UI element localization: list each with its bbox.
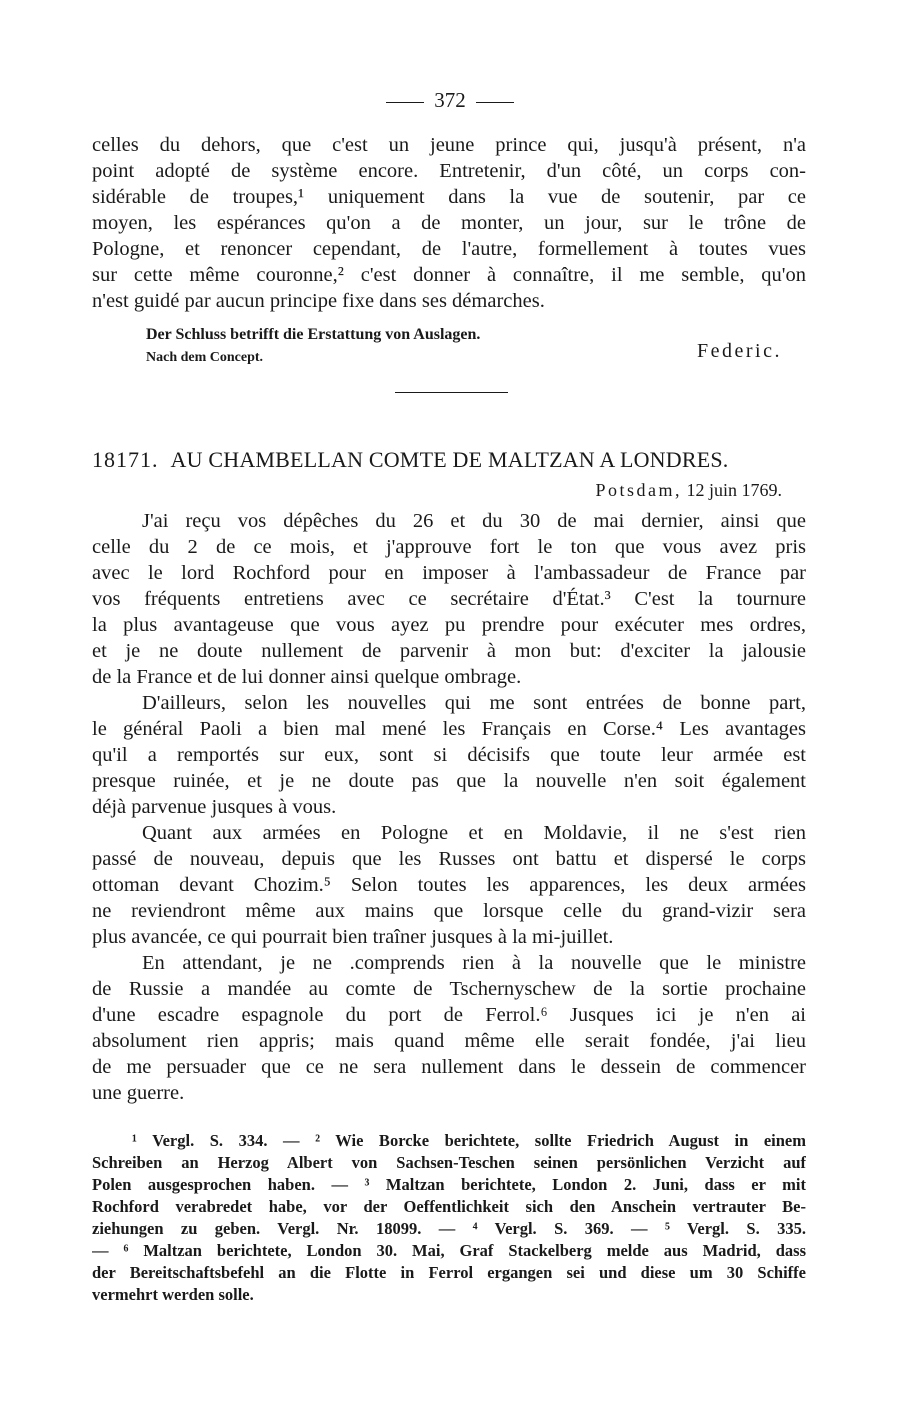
footnote-line: vermehrt werden solle. xyxy=(92,1285,254,1304)
text-line: le général Paoli a bien mal mené les Français en Corse.⁴ Les avantages xyxy=(92,718,806,740)
footnote-line: Rochford verabredet habe, vor der Oeffentlichkeit sich den Anschein vertrauter Be- xyxy=(92,1197,806,1216)
footnote-line: — ⁶ Maltzan berichtete, London 30. Mai, Graf Stackelberg melde aus Madrid, dass xyxy=(92,1241,806,1260)
footnote-line: Polen ausgesprochen haben. — ³ Maltzan berichtete, London 2. Juni, dass er mit xyxy=(92,1175,806,1194)
letter-number: 18171. xyxy=(92,447,159,472)
text-line: sidérable de troupes,¹ uniquement dans la vue de soutenir, par ce xyxy=(92,186,806,208)
letter-title: AU CHAMBELLAN COMTE DE MALTZAN A LONDRES. xyxy=(170,447,729,472)
page-number-dash-right xyxy=(476,102,514,103)
footnotes xyxy=(92,1130,806,1306)
closing-note: Der Schluss betrifft die Erstattung von Auslagen. xyxy=(146,326,481,343)
text-line: avec le lord Rochford pour en imposer à l'ambassadeur de France par xyxy=(92,562,806,584)
text-line: En attendant, je ne .comprends rien à la nouvelle que le ministre xyxy=(142,952,806,974)
source-note: Nach dem Concept. xyxy=(146,350,264,365)
text-line: moyen, les espérances qu'on a de monter, un jour, sur le trône de xyxy=(92,212,806,234)
text-line: presque ruinée, et je ne doute pas que la nouvelle n'en soit également xyxy=(92,770,806,792)
text-line: celle du 2 de ce mois, et j'approuve fort le ton que vous avez pris xyxy=(92,536,806,558)
letter-body xyxy=(92,508,806,1106)
text-line: qu'il a remportés sur eux, sont si décisifs que toute leur armée est xyxy=(92,744,806,766)
letter-place: Potsdam, xyxy=(595,480,682,500)
place-date xyxy=(595,480,782,501)
text-line: Pologne, et renoncer cependant, de l'autre, formellement à toutes vues xyxy=(92,238,806,260)
footnote-line: ¹ Vergl. S. 334. — ² Wie Borcke berichtete, sollte Friedrich August in einem xyxy=(132,1131,806,1150)
text-line: sur cette même couronne,² c'est donner à connaître, il me semble, qu'on xyxy=(92,264,806,286)
page-number: 372 xyxy=(0,88,900,113)
text-line: ne reviendront même aux mains que lorsque celle du grand-vizir sera xyxy=(92,900,806,922)
footnote-line: ziehungen zu geben. Vergl. Nr. 18099. — ⁴ Vergl. S. 369. — ⁵ Vergl. S. 335. xyxy=(92,1219,806,1238)
text-line: D'ailleurs, selon les nouvelles qui me sont entrées de bonne part, xyxy=(142,692,806,714)
letter-date: 12 juin 1769. xyxy=(686,480,782,500)
text-line: ottoman devant Chozim.⁵ Selon toutes les apparences, les deux armées xyxy=(92,874,806,896)
text-line: une guerre. xyxy=(92,1082,185,1104)
text-line: déjà parvenue jusques à vous. xyxy=(92,796,337,818)
letter-heading xyxy=(92,447,806,473)
footnote-line: der Bereitschaftsbefehl an die Flotte in Ferrol ergangen sei und diese um 30 Schiffe xyxy=(92,1263,806,1282)
signature: Federic. xyxy=(697,340,782,362)
text-line: J'ai reçu vos dépêches du 26 et du 30 de mai dernier, ainsi que xyxy=(142,510,806,532)
text-line: d'une escadre espagnole du port de Ferrol.⁶ Jusques ici je n'en ai xyxy=(92,1004,806,1026)
section-divider xyxy=(395,392,508,393)
text-line: Quant aux armées en Pologne et en Moldavie, il ne s'est rien xyxy=(142,822,806,844)
text-line: vos fréquents entretiens avec ce secrétaire d'État.³ C'est la tournure xyxy=(92,588,806,610)
text-line: passé de nouveau, depuis que les Russes ont battu et dispersé le corps xyxy=(92,848,806,870)
page-number-dash-left xyxy=(386,102,424,103)
text-line: la plus avantageuse que vous ayez pu prendre pour exécuter mes ordres, xyxy=(92,614,806,636)
text-line: n'est guidé par aucun principe fixe dans ses démarches. xyxy=(92,290,545,312)
footnote-line: Schreiben an Herzog Albert von Sachsen-Teschen seinen persönlichen Verzicht auf xyxy=(92,1153,806,1172)
text-line: de me persuader que ce ne sera nullement dans le dessein de commencer xyxy=(92,1056,806,1078)
text-line: point adopté de système encore. Entretenir, d'un côté, un corps con- xyxy=(92,160,806,182)
text-line: de la France et de lui donner ainsi quelque ombrage. xyxy=(92,666,522,688)
text-line: de Russie a mandée au comte de Tschernyschew de la sortie prochaine xyxy=(92,978,806,1000)
text-line: et je ne doute nullement de parvenir à mon but: d'exciter la jalousie xyxy=(92,640,806,662)
text-line: absolument rien appris; mais quand même elle serait fondée, j'ai lieu xyxy=(92,1030,806,1052)
top-paragraph xyxy=(92,132,806,314)
text-line: celles du dehors, que c'est un jeune prince qui, jusqu'à présent, n'a xyxy=(92,134,806,156)
text-line: plus avancée, ce qui pourrait bien traîner jusques à la mi-juillet. xyxy=(92,926,614,948)
